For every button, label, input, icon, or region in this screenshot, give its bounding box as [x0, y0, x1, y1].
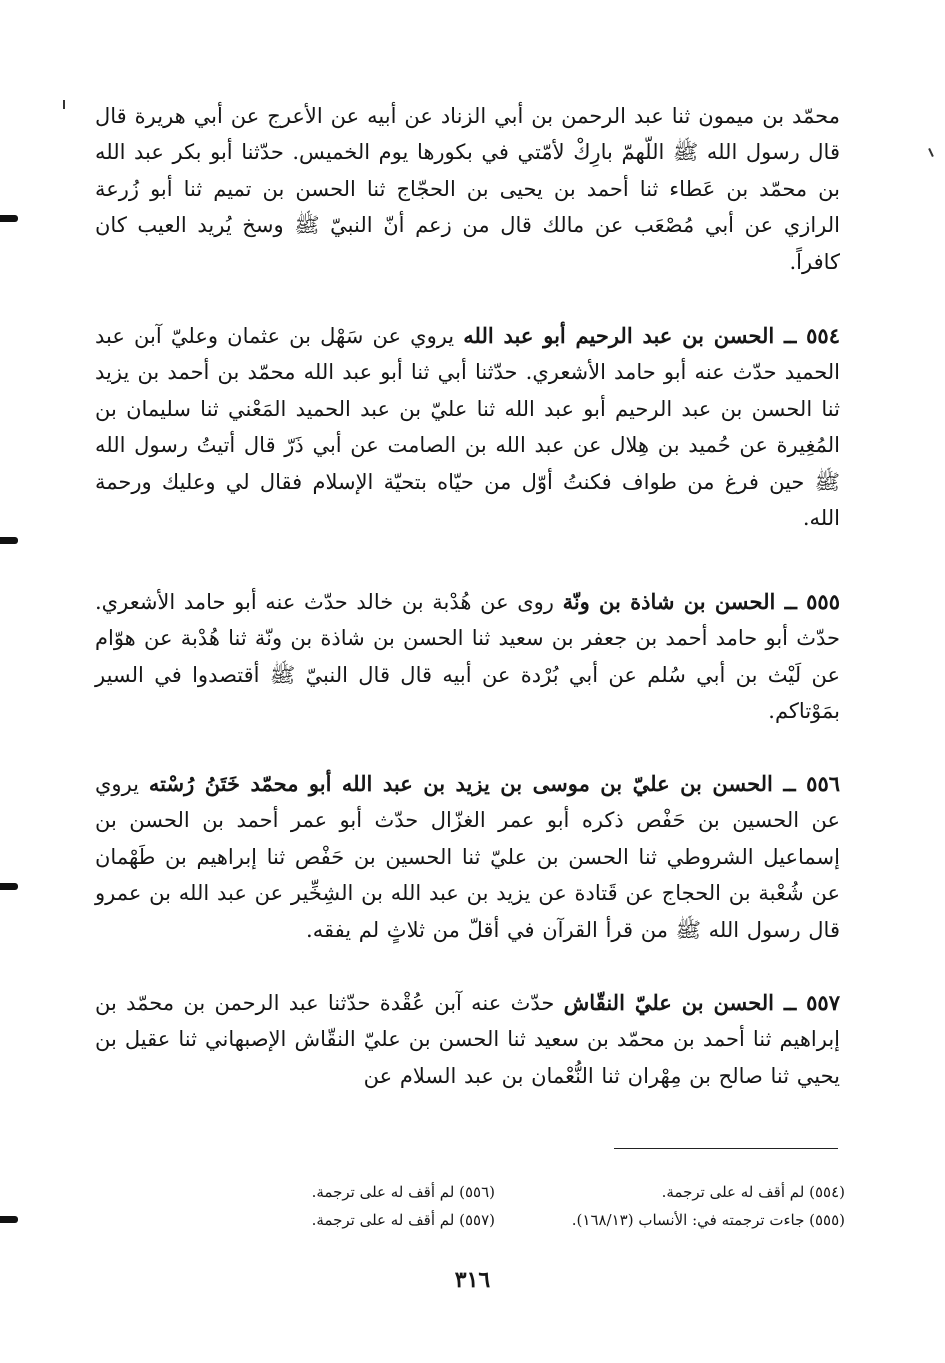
page-number: ٣١٦ — [454, 1267, 491, 1293]
entry-text: يروي عن سَهْل بن عثمان وعليّ آبن عبد الحميد حدّث عنه أبو حامد الأشعري. حدّثنا أبي ثنا أبو عبد الله محمّد بن أحمد بن يزيد ثنا الحسن بن عبد الرحيم أبو عبد الله ثنا عليّ بن عبد الحميد المَعْني ثنا سليمان بن المُغِيرة عن حُميد بن هِلال عن عبد الله بن الصامت عن أبي ذَرّ قال أتيتُ رسول الله ﷺ حين فرغ من طواف فكنتُ أوّل من حيّاه بتحيّة الإسلام فقال لي وعليك ورحمة الله. — [95, 324, 840, 531]
footnote-557: (٥٥٧) لم أقف له على ترجمة. — [311, 1211, 495, 1229]
scan-margin-mark — [0, 883, 18, 890]
entry-text: روى عن هُدْبة بن خالد حدّث عنه أبو حامد الأشعري. حدّث أبو حامد أحمد بن جعفر بن سعيد ثنا الحسن بن شاذة بن ونّة ثنا هُدْبة عن هوّام عن لَيْث بن أبي سُلم عن أبي بُرْدة عن أبيه قال قال النبيّ ﷺ أقتصدوا في السير بمَوْتاكم. — [95, 590, 840, 724]
footnotes-left-column — [312, 1178, 495, 1234]
entry-554 — [95, 318, 840, 536]
paragraph-continuation — [95, 98, 840, 280]
entry-heading: ٥٥٤ ــ الحسن بن عبد الرحيم أبو عبد الله — [463, 323, 840, 348]
entry-555 — [95, 584, 840, 730]
scan-margin-mark — [0, 537, 18, 544]
entry-556 — [95, 766, 840, 948]
scan-speck — [63, 100, 65, 109]
entry-text: حدّث عنه آبن عُقْدة حدّثنا عبد الرحمن بن محمّد بن إبراهيم ثنا أحمد بن محمّد بن سعيد ثنا الحسن بن عليّ النقّاش الإصبهاني ثنا عقيل بن يحيي ثنا صالح بن مِهْران ثنا النُّعْمان بن عبد السلام عن — [95, 991, 840, 1088]
entry-heading: ٥٥٥ ــ الحسن بن شاذة بن ونّة — [562, 589, 840, 614]
footnote-556: (٥٥٦) لم أقف له على ترجمة. — [311, 1183, 495, 1201]
scan-speck — [928, 148, 934, 157]
paragraph-text: محمّد بن ميمون ثنا عبد الرحمن بن أبي الزناد عن أبيه عن الأعرج عن أبي هريرة قال قال رسول الله ﷺ اللّهمّ بارِكْ لأمّتي في بكورها يوم الخميس. حدّثنا أبو بكر عبد الله بن محمّد بن عَطاء ثنا أحمد بن يحيى بن الحجّاج ثنا الحسن بن تميم ثنا أبو زُرعة الرازي عن أبي مُصْعَب عن مالك قال من زعم أنّ النبيّ ﷺ وسخ يُريد العيب كان كافراً. — [95, 104, 840, 274]
entry-text: يروي عن الحسين بن حَفْص ذكره أبو عمر الغزّال حدّث أبو عمر أحمد بن الحسن بن إسماعيل الشروطي ثنا الحسن بن عليّ ثنا الحسين بن حَفْص ثنا إبراهيم بن طَهْمان عن شُعْبة بن الحجاج عن قَتادة عن يزيد بن عبد الله بن الشِخِّير عن عبد الله بن عمرو قال رسول الله ﷺ من قرأ القرآن في أقلّ من ثلاثٍ لم يفقه. — [95, 772, 841, 942]
scan-margin-mark — [0, 1216, 18, 1223]
footnote-555: (٥٥٥) جاءت ترجمته في: الأنساب (١٦٨/١٣). — [571, 1211, 845, 1229]
footnotes — [240, 1178, 845, 1248]
entry-heading: ٥٥٦ ــ الحسن بن عليّ بن موسى بن يزيد بن عبد الله أبو محمّد خَتَنُ رُسْته — [148, 771, 841, 796]
footnote-554: (٥٥٤) لم أقف له على ترجمة. — [661, 1183, 845, 1201]
entry-heading: ٥٥٧ ــ الحسن بن عليّ النقّاش — [563, 990, 840, 1015]
entry-557 — [95, 985, 840, 1094]
scan-margin-mark — [0, 215, 18, 222]
footnote-separator — [614, 1148, 838, 1149]
footnotes-right-column — [572, 1178, 845, 1234]
